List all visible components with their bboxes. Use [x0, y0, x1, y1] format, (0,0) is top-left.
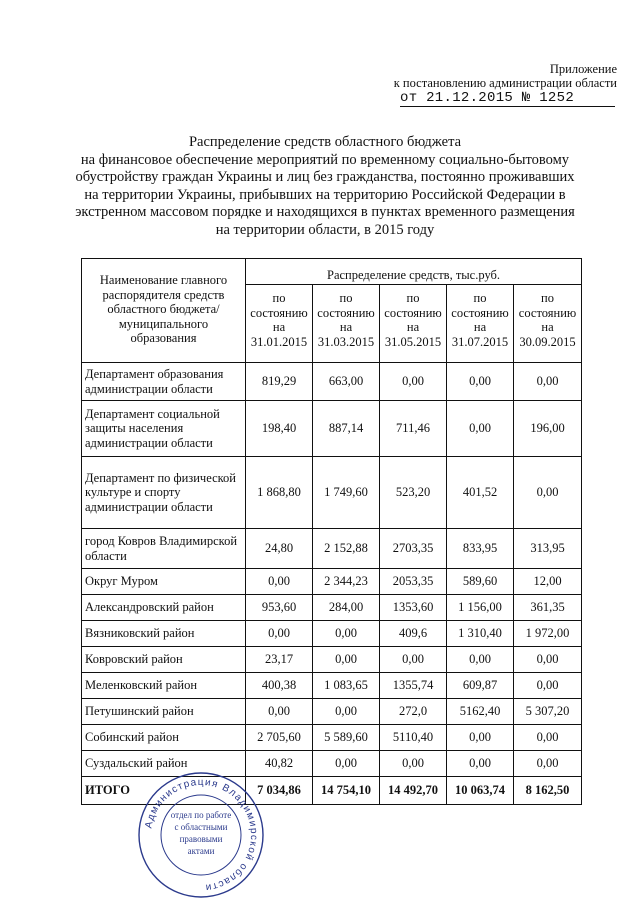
order-number: от 21.12.2015 № 1252 — [400, 91, 615, 107]
cell-value: 2703,35 — [380, 529, 447, 569]
cell-value: 0,00 — [514, 363, 582, 401]
cell-value: 0,00 — [514, 751, 582, 777]
cell-value: 5 307,20 — [514, 699, 582, 725]
distribution-table — [81, 258, 582, 805]
document-title — [70, 134, 580, 239]
table-row — [82, 457, 582, 529]
cell-value: 1 310,40 — [447, 621, 514, 647]
cell-value: 0,00 — [447, 751, 514, 777]
column-header-date: по состоянию на 31.07.2015 — [447, 285, 514, 363]
cell-value: 0,00 — [380, 363, 447, 401]
official-stamp — [136, 770, 266, 900]
cell-value: 953,60 — [246, 595, 313, 621]
total-value: 8 162,50 — [514, 777, 582, 805]
cell-value: 24,80 — [246, 529, 313, 569]
cell-value: 1 083,65 — [313, 673, 380, 699]
cell-value: 0,00 — [514, 647, 582, 673]
cell-value: 0,00 — [380, 647, 447, 673]
cell-value: 0,00 — [313, 699, 380, 725]
table-row — [82, 529, 582, 569]
cell-value: 589,60 — [447, 569, 514, 595]
cell-value: 0,00 — [447, 647, 514, 673]
cell-value: 1 868,80 — [246, 457, 313, 529]
column-header-distribution: Распределение средств, тыс.руб. — [246, 259, 582, 285]
row-name: Округ Муром — [82, 569, 246, 595]
title-line: обустройству граждан Украины и лиц без гражданства, постоянно проживавших — [75, 169, 575, 185]
cell-value: 198,40 — [246, 401, 313, 457]
row-name: Ковровский район — [82, 647, 246, 673]
cell-value: 0,00 — [514, 725, 582, 751]
cell-value: 609,87 — [447, 673, 514, 699]
total-label: ИТОГО — [82, 777, 246, 805]
total-value: 14 754,10 — [313, 777, 380, 805]
table-row — [82, 699, 582, 725]
appendix-title: Приложение — [549, 62, 617, 76]
cell-value: 2 344,23 — [313, 569, 380, 595]
cell-value: 833,95 — [447, 529, 514, 569]
column-header-date: по состоянию на 31.03.2015 — [313, 285, 380, 363]
cell-value: 0,00 — [514, 457, 582, 529]
table-row — [82, 363, 582, 401]
cell-value: 0,00 — [313, 751, 380, 777]
cell-value: 5162,40 — [447, 699, 514, 725]
cell-value: 0,00 — [246, 569, 313, 595]
cell-value: 0,00 — [313, 647, 380, 673]
cell-value: 23,17 — [246, 647, 313, 673]
table-row — [82, 647, 582, 673]
table-row — [82, 595, 582, 621]
row-name: Александровский район — [82, 595, 246, 621]
cell-value: 887,14 — [313, 401, 380, 457]
cell-value: 12,00 — [514, 569, 582, 595]
cell-value: 400,38 — [246, 673, 313, 699]
cell-value: 0,00 — [246, 621, 313, 647]
cell-value: 1 972,00 — [514, 621, 582, 647]
cell-value: 2053,35 — [380, 569, 447, 595]
cell-value: 1355,74 — [380, 673, 447, 699]
cell-value: 5110,40 — [380, 725, 447, 751]
cell-value: 523,20 — [380, 457, 447, 529]
cell-value: 0,00 — [313, 621, 380, 647]
row-name: Меленковский район — [82, 673, 246, 699]
cell-value: 361,35 — [514, 595, 582, 621]
total-value: 10 063,74 — [447, 777, 514, 805]
column-header-date: по состоянию на 30.09.2015 — [514, 285, 582, 363]
cell-value: 2 152,88 — [313, 529, 380, 569]
stamp-center-line: отдел по работе — [170, 810, 232, 820]
cell-value: 5 589,60 — [313, 725, 380, 751]
cell-value: 0,00 — [447, 725, 514, 751]
row-name: Суздальский район — [82, 751, 246, 777]
cell-value: 1353,60 — [380, 595, 447, 621]
cell-value: 313,95 — [514, 529, 582, 569]
cell-value: 711,46 — [380, 401, 447, 457]
cell-value: 0,00 — [514, 673, 582, 699]
stamp-center-line: с областными — [174, 822, 228, 832]
cell-value: 1 749,60 — [313, 457, 380, 529]
column-header-date: по состоянию на 31.05.2015 — [380, 285, 447, 363]
row-name: Департамент по физической культуре и спорту администрации области — [82, 457, 246, 529]
appendix-reference: к постановлению администрации области — [393, 76, 617, 90]
table-row — [82, 569, 582, 595]
cell-value: 0,00 — [447, 401, 514, 457]
table-row — [82, 725, 582, 751]
cell-value: 409,6 — [380, 621, 447, 647]
row-name: Вязниковский район — [82, 621, 246, 647]
row-name: город Ковров Владимирской области — [82, 529, 246, 569]
cell-value: 0,00 — [246, 699, 313, 725]
total-value: 7 034,86 — [246, 777, 313, 805]
row-name: Департамент образования администрации области — [82, 363, 246, 401]
table-row — [82, 621, 582, 647]
cell-value: 272,0 — [380, 699, 447, 725]
cell-value: 196,00 — [514, 401, 582, 457]
title-line: на финансовое обеспечение мероприятий по временному социально-бытовому — [80, 151, 570, 168]
cell-value: 401,52 — [447, 457, 514, 529]
row-name: Департамент социальной защиты населения администрации области — [82, 401, 246, 457]
row-name: Петушинский район — [82, 699, 246, 725]
row-name: Собинский район — [82, 725, 246, 751]
table-row — [82, 401, 582, 457]
cell-value: 1 156,00 — [447, 595, 514, 621]
cell-value: 663,00 — [313, 363, 380, 401]
cell-value: 284,00 — [313, 595, 380, 621]
cell-value: 0,00 — [447, 363, 514, 401]
cell-value: 0,00 — [380, 751, 447, 777]
cell-value: 40,82 — [246, 751, 313, 777]
stamp-ring-text: Администрация Владимирской области — [143, 776, 260, 893]
title-line: Распределение средств областного бюджета — [188, 134, 462, 150]
title-line: на территории Украины, прибывших на территорию Российской Федерации в — [84, 186, 566, 203]
table-row — [82, 673, 582, 699]
column-header-name: Наименование главного распорядителя средств областного бюджета/ муниципального образования — [82, 259, 246, 363]
column-header-date: по состоянию на 31.01.2015 — [246, 285, 313, 363]
title-line: на территории области, в 2015 году — [215, 221, 435, 238]
total-value: 14 492,70 — [380, 777, 447, 805]
appendix-block — [357, 62, 617, 90]
stamp-center-line: правовыми — [179, 834, 223, 844]
stamp-center-line: актами — [187, 846, 215, 856]
title-line: экстренном массовом порядке и находящихся в пунктах временного размещения — [75, 204, 575, 220]
cell-value: 819,29 — [246, 363, 313, 401]
cell-value: 2 705,60 — [246, 725, 313, 751]
